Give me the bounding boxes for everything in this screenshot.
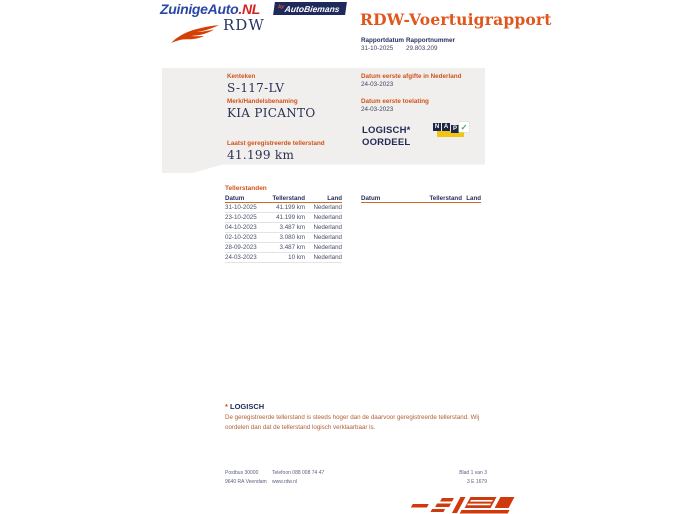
- cell-land: Nederland: [313, 244, 342, 251]
- col-tellerstand: Tellerstand: [272, 194, 305, 202]
- col-datum: Datum: [361, 194, 381, 202]
- vehicle-summary-box: [162, 68, 485, 173]
- footnote-asterisk: *: [225, 402, 231, 411]
- tellerstanden-table: [225, 194, 342, 263]
- footnote-text: De geregistreerde tellerstand is steeds hoger dan de daarvoor geregistreerde tellerstand. Wij oordelen dan dat de tellerstand logisch verklaarbaar is.: [225, 414, 480, 431]
- cell-land: Nederland: [313, 234, 342, 241]
- cell-tellerstand: 3.080 km: [279, 234, 305, 241]
- cell-tellerstand: 3.487 km: [279, 224, 305, 231]
- partner-badge-by: by: [277, 4, 285, 10]
- partner-badge-name: AutoBiemans: [284, 3, 341, 14]
- cell-datum: 04-10-2023: [225, 224, 257, 231]
- nap-letter-p: P: [452, 126, 457, 132]
- footer-plaats: 9640 RA Veendam: [225, 479, 267, 485]
- nap-logo: [433, 122, 469, 140]
- site-logo-name: ZuinigeAuto: [160, 1, 239, 17]
- cell-tellerstand: 41.199 km: [276, 214, 305, 221]
- cell-land: Nederland: [313, 204, 342, 211]
- footer-telefoon: Telefoon 088 008 74 47: [272, 470, 325, 476]
- footer-postbus: Postbus 30000: [225, 470, 259, 476]
- laatste-tellerstand-value: 41.199 km: [227, 148, 295, 162]
- rdw-wordmark: RDW: [223, 16, 265, 34]
- footer-blad: Blad 1 van 3: [459, 470, 487, 476]
- rdw-wing-icon: [170, 24, 220, 44]
- tellerstanden-table-right: [361, 194, 481, 203]
- nap-check-icon: ✓: [460, 122, 468, 132]
- tellerstanden-title: Tellerstanden: [225, 185, 267, 192]
- table-header-row: [361, 194, 481, 203]
- logisch-oordeel-line2: OORDEEL: [362, 137, 411, 148]
- table-row: [225, 223, 342, 233]
- report-date-label: Rapportdatum: [361, 37, 405, 44]
- nap-letter-a: A: [443, 124, 449, 130]
- col-land: Land: [327, 194, 342, 202]
- eerste-toelating-value: 24-03-2023: [361, 106, 394, 113]
- col-datum: Datum: [225, 194, 245, 202]
- cell-datum: 31-10-2025: [225, 204, 257, 211]
- site-logo: [160, 1, 260, 17]
- cell-land: Nederland: [313, 224, 342, 231]
- rdw-stripes-graphic: [400, 496, 525, 514]
- report-number-value: 29.803.209: [406, 45, 438, 52]
- footer-page-info: [390, 469, 487, 487]
- cell-land: Nederland: [313, 214, 342, 221]
- table-row: [225, 253, 342, 263]
- table-row: [225, 213, 342, 223]
- cell-tellerstand: 10 km: [288, 254, 305, 261]
- cell-tellerstand: 41.199 km: [276, 204, 305, 211]
- col-land: Land: [466, 194, 481, 202]
- footnote-title-text: LOGISCH: [230, 402, 265, 411]
- table-row: [225, 243, 342, 253]
- col-tellerstand: Tellerstand: [429, 194, 462, 202]
- footer-address: [225, 469, 267, 487]
- report-date-value: 31-10-2025: [361, 45, 394, 52]
- cell-datum: 28-09-2023: [225, 244, 257, 251]
- cell-land: Nederland: [313, 254, 342, 261]
- kenteken-label: Kenteken: [227, 73, 256, 80]
- merk-value: KIA PICANTO: [227, 106, 316, 120]
- footer-website: www.rdw.nl: [272, 479, 298, 485]
- cell-datum: 23-10-2025: [225, 214, 257, 221]
- nap-letter-n: N: [434, 124, 440, 130]
- laatste-tellerstand-label: Laatst geregistreerde tellerstand: [227, 140, 325, 147]
- table-row: [225, 233, 342, 243]
- cell-datum: 24-03-2023: [225, 254, 257, 261]
- kenteken-value: S-117-LV: [227, 81, 285, 95]
- logisch-oordeel: [362, 125, 411, 149]
- merk-label: Merk/Handelsbenaming: [227, 98, 298, 105]
- footer-contact: [272, 469, 324, 487]
- footer-code: 3 E 1679: [466, 479, 487, 485]
- logisch-oordeel-line1: LOGISCH*: [362, 125, 411, 136]
- table-row: [225, 203, 342, 213]
- report-number-label: Rapportnummer: [406, 37, 455, 44]
- eerste-toelating-label: Datum eerste toelating: [361, 98, 429, 105]
- site-logo-tld: .NL: [238, 1, 261, 17]
- eerste-afgifte-label: Datum eerste afgifte in Nederland: [361, 73, 462, 80]
- cell-tellerstand: 3.487 km: [279, 244, 305, 251]
- partner-badge: [273, 2, 346, 15]
- report-title: RDW-Voertuigrapport: [360, 10, 552, 29]
- eerste-afgifte-value: 24-03-2023: [361, 81, 394, 88]
- footnote-title: [225, 402, 264, 411]
- table-header-row: [225, 194, 342, 203]
- cell-datum: 02-10-2023: [225, 234, 257, 241]
